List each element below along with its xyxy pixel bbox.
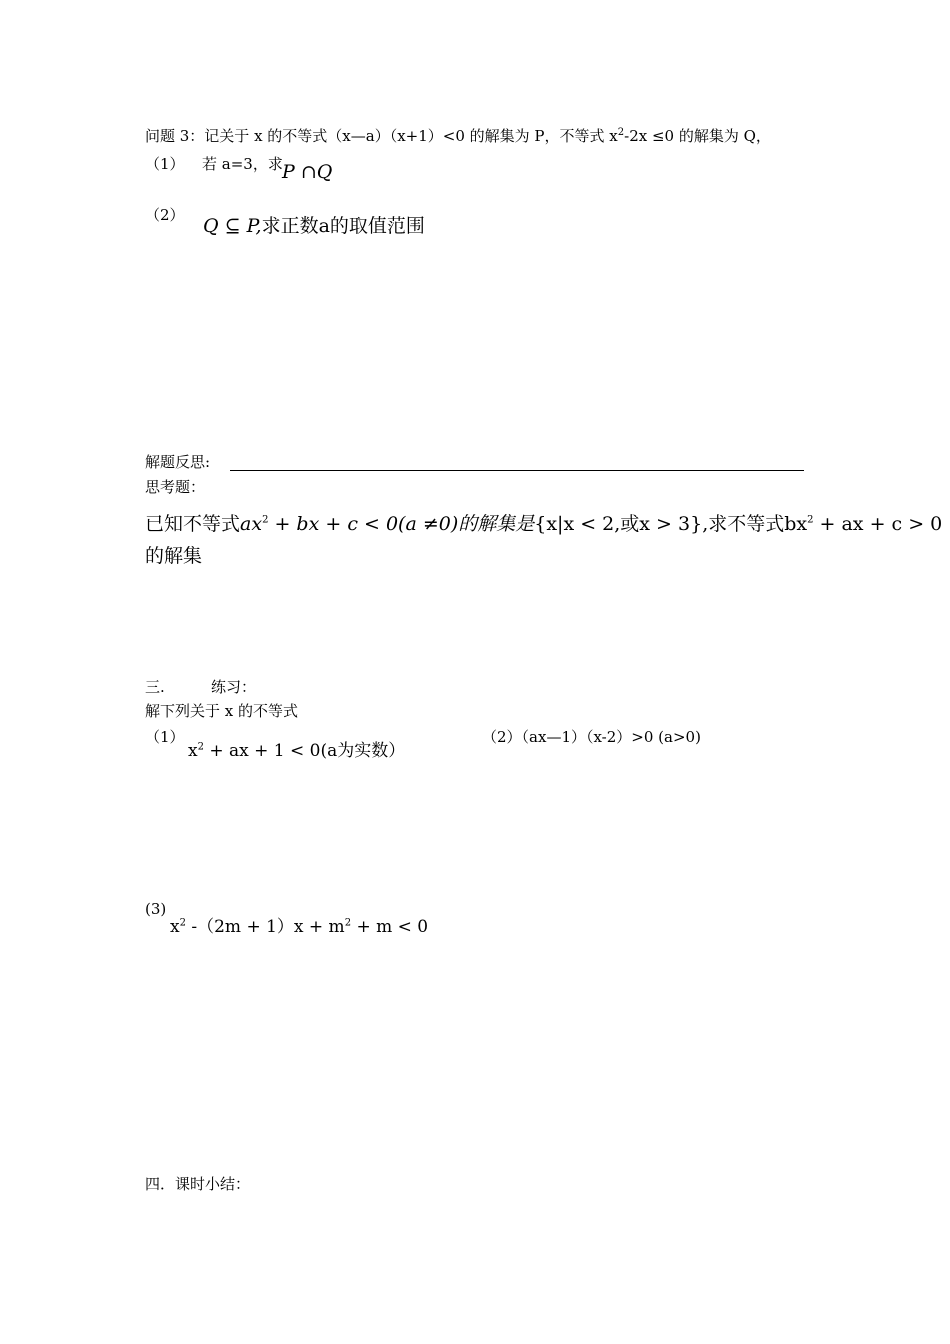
think-problem-line-1: 已知不等式$ax^2$ + bx + c < 0(a ≠0)的解集是{x|x < 2,或x > 3},求不等式$bx^2$ + ax + c > 0 <box>145 513 943 535</box>
practice-2-text: （2）（ax—1）（x-2）>0 (a>0) <box>482 728 701 746</box>
problem-3-part-2-label: （2） <box>145 206 185 224</box>
problem-3-part-1-math: P ∩Q <box>282 161 333 183</box>
problem-3-part-1-label: （1） <box>145 155 185 173</box>
problem-3-statement: 问题 3：记关于 x 的不等式（x—a）（x+1）<0 的解集为 P，不等式 $x^2-2x \le 0$ 的解集为 Q， <box>145 127 771 145</box>
practice-instruction: 解下列关于 x 的不等式 <box>145 702 298 720</box>
think-problem-line-2: 的解集 <box>145 545 203 567</box>
think-label: 思考题： <box>145 478 206 496</box>
practice-3-label: (3) <box>145 900 167 918</box>
reflection-label: 解题反思: <box>145 453 211 471</box>
reflection-answer-line <box>230 470 804 471</box>
practice-3-math: $x^2$ $-(2m + 1)x + m^2 + m < 0$ <box>170 917 429 937</box>
practice-heading-number: 三. <box>145 678 165 696</box>
practice-1-label: （1） <box>145 728 185 746</box>
problem-3-part-2-math: Q ⊆ P,求正数a的取值范围 <box>203 215 425 237</box>
practice-1-math: $x^2$ + ax + 1 < 0(a为实数） <box>188 741 406 761</box>
summary-heading: 四．课时小结： <box>145 1175 251 1193</box>
practice-heading: 练习： <box>211 678 257 696</box>
problem-3-part-1-text: 若 a=3，求 <box>202 155 283 173</box>
